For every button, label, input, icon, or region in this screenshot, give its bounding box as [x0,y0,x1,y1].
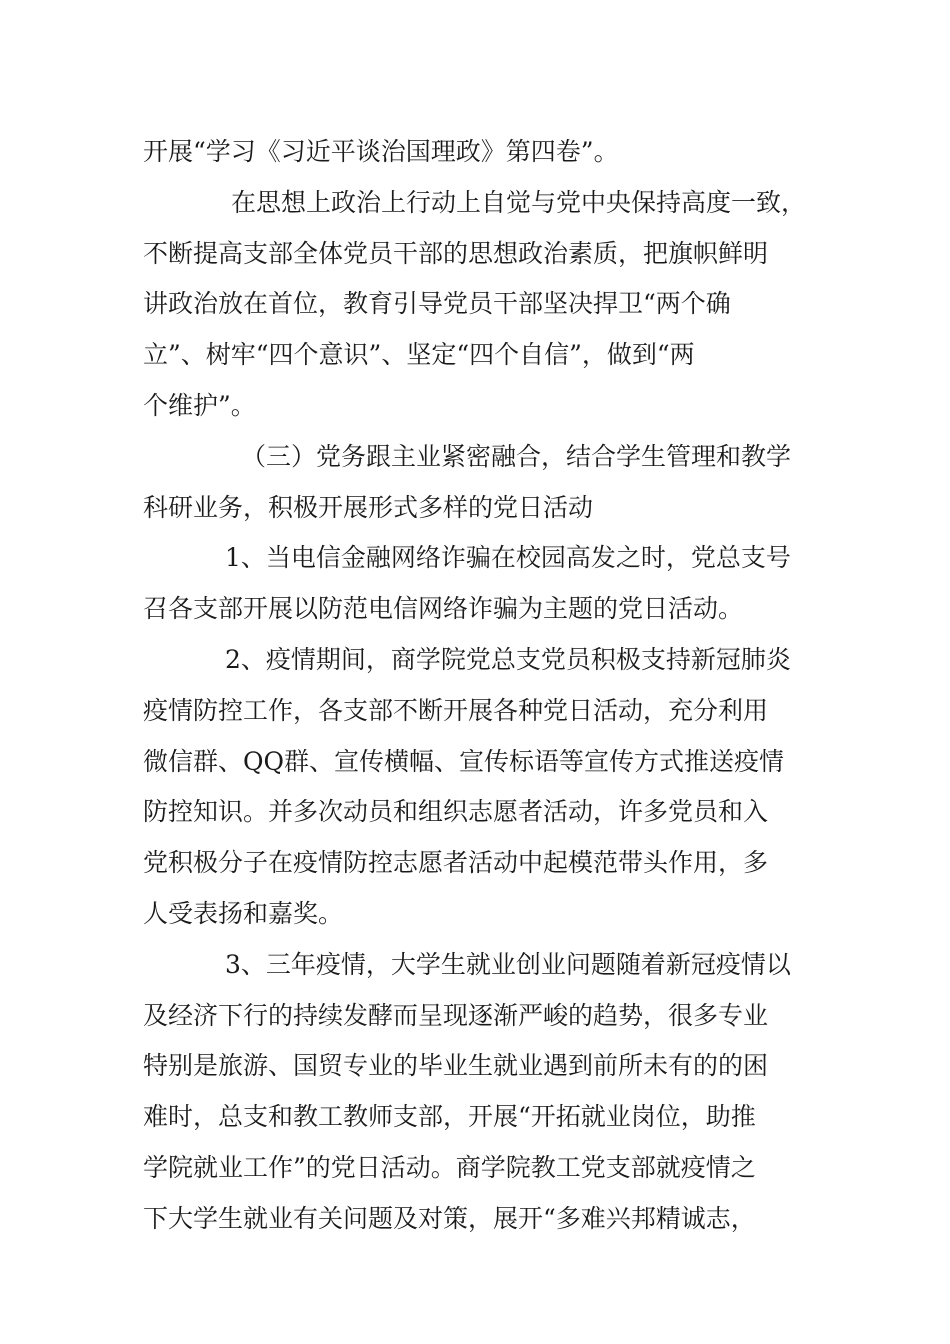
text-line: 党积极分子在疫情防控志愿者活动中起模范带头作用，多 [143,848,769,878]
text-line: 人受表扬和嘉奖。 [143,898,344,928]
text-line: 学院就业工作”的党日活动。商学院教工党支部就疫情之 [143,1152,756,1182]
text-line: 微信群、QQ群、宣传横幅、宣传标语等宣传方式推送疫情 [143,746,784,776]
section-heading-cont: 科研业务，积极开展形式多样的党日活动 [143,492,594,522]
text-line: 特别是旅游、国贸专业的毕业生就业遇到前所未有的的困 [143,1051,769,1081]
section-heading: （三）党务跟主业紧密融合，结合学生管理和教学 [241,441,792,471]
text-line: 防控知识。并多次动员和组织志愿者活动，许多党员和入 [143,797,769,827]
text-line: 个维护”。 [143,390,256,420]
text-line: 讲政治放在首位，教育引导党员干部坚决捍卫“两个确 [143,289,731,319]
text-line: 下大学生就业有关问题及对策，展开“多难兴邦精诚志， [143,1203,756,1233]
text-line: 及经济下行的持续发酵而呈现逐渐严峻的趋势，很多专业 [143,1000,769,1030]
text-line: 3、三年疫情，大学生就业创业问题随着新冠疫情以 [225,949,791,979]
text-line: 开展“学习《习近平谈治国理政》第四卷”。 [143,137,619,166]
text-line: 不断提高支部全体党员干部的思想政治素质，把旗帜鲜明 [143,238,769,268]
text-line: 在思想上政治上行动上自觉与党中央保持高度一致， [231,187,807,217]
text-line: 2、疫情期间，商学院党总支党员积极支持新冠肺炎 [225,644,791,674]
document-body [143,127,823,1245]
text-line: 立”、树牢“四个意识”、坚定“四个自信”，做到“两 [143,340,695,370]
text-line: 1、当电信金融网络诈骗在校园高发之时，党总支号 [225,543,791,573]
text-line: 召各支部开展以防范电信网络诈骗为主题的党日活动。 [143,594,744,624]
text-line: 疫情防控工作，各支部不断开展各种党日活动，充分利用 [143,695,769,725]
text-line: 难时，总支和教工教师支部，开展“开拓就业岗位，助推 [143,1102,756,1132]
